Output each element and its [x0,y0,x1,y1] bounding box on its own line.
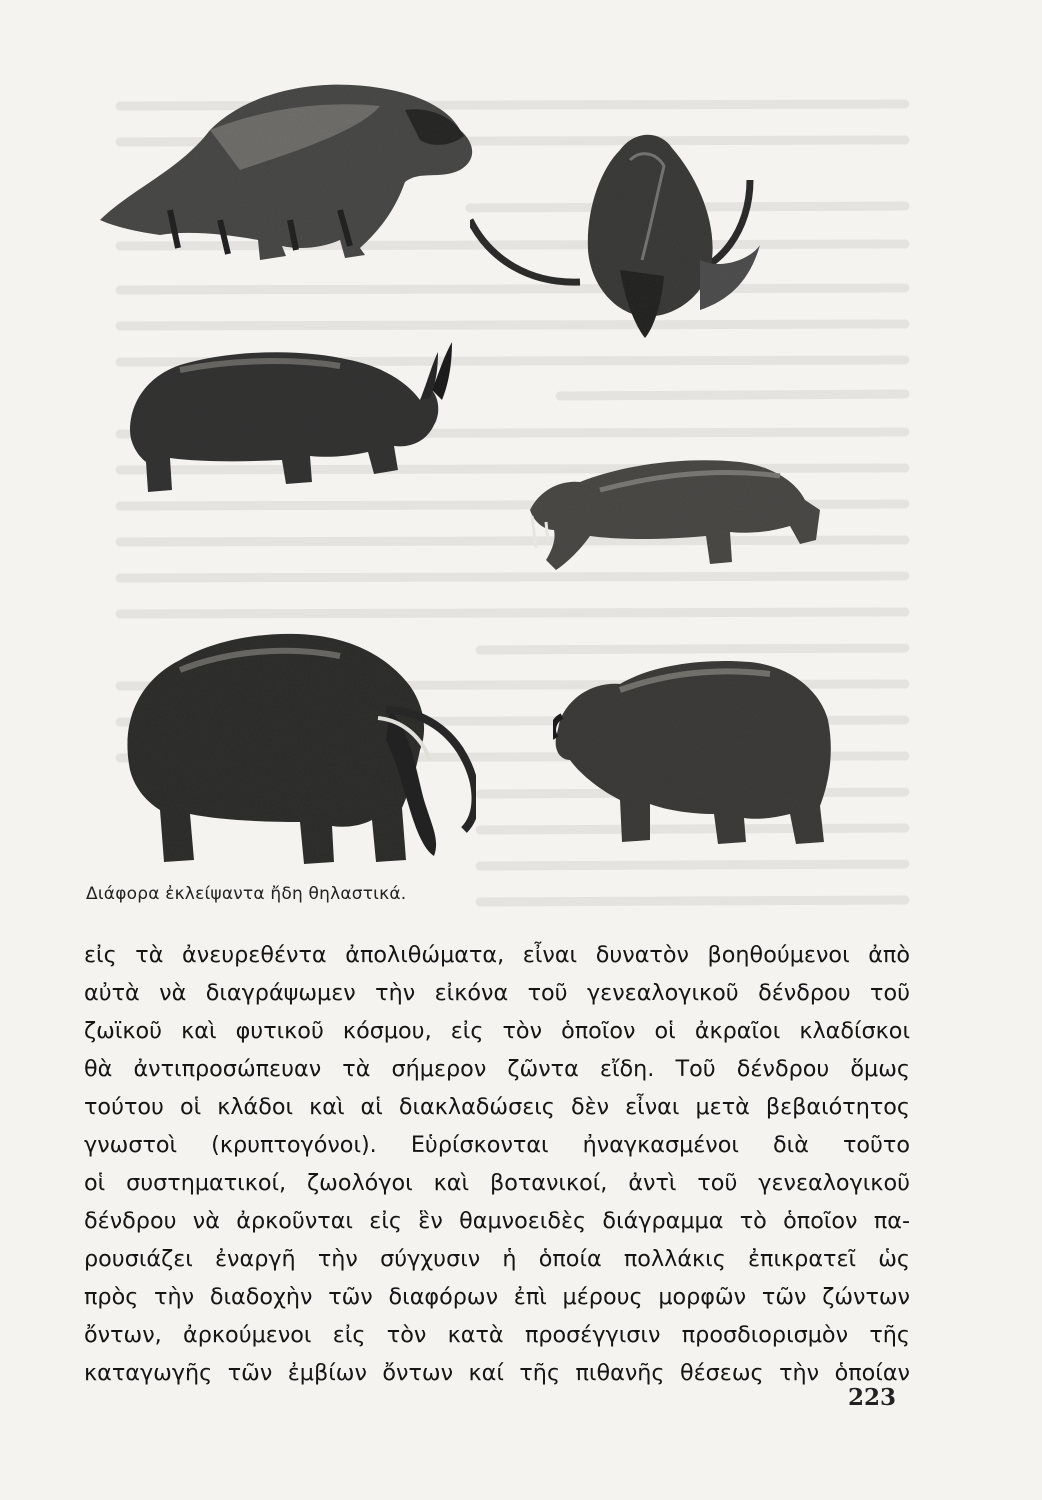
page-number: 223 [848,1384,897,1411]
text-line: ὄντων, ἀρκούμενοι εἰς τὸν κατὰ προσέγγισιν προσδιορισμὸν τῆς [84,1322,910,1348]
text-line: αὐτὰ νὰ διαγράψωμεν τὴν εἰκόνα τοῦ γενεαλογικοῦ δένδρου τοῦ [84,980,910,1006]
text-line: γνωστοὶ (κρυπτογόνοι). Εὑρίσκονται ἠναγκασμένοι διὰ τοῦτο [84,1132,910,1158]
long-horned-bison-drawing [470,135,760,338]
text-line: τούτου οἱ κλάδοι καὶ αἱ διακλαδώσεις δὲν εἶναι μετὰ βεβαιότητος [84,1094,910,1120]
woolly-rhinoceros-drawing [130,342,452,492]
body-paragraph [84,936,910,1392]
text-line: εἰς τὰ ἀνευρεθέντα ἀπολιθώματα, εἶναι δυνατὸν βοηθούμενοι ἀπὸ [84,942,910,968]
woolly-mammoth-drawing [127,634,475,864]
text-line: πρὸς τὴν διαδοχὴν τῶν διαφόρων ἐπὶ μέρους μορφῶν τῶν ζώντων [84,1284,910,1310]
sabre-toothed-cat-drawing [530,460,820,570]
text-line: ρουσιάζει ἐναργῆ τὴν σύγχυσιν ἡ ὁποία πολλάκις ἐπικρατεῖ ὡς [84,1246,910,1272]
figure-caption: Διάφορα ἐκλείψαντα ἤδη θηλαστικά. [86,884,407,904]
text-line: ζωϊκοῦ καὶ φυτικοῦ κόσμου, εἰς τὸν ὁποῖον οἱ ἀκραῖοι κλαδίσκοι [84,1018,910,1044]
ground-sloth-drawing [100,85,472,260]
text-line: θὰ ἀντιπροσώπευαν τὰ σήμερον ζῶντα εἴδη. Τοῦ δένδρου ὅμως [84,1056,910,1082]
cave-bear-drawing [553,661,831,844]
text-line: οἱ συστηματικοί, ζωολόγοι καὶ βοτανικοί, ἀντὶ τοῦ γενεαλογικοῦ [84,1170,910,1196]
extinct-mammals-illustration [60,70,960,890]
text-line: δένδρου νὰ ἀρκοῦνται εἰς ἓν θαμνοειδὲς διάγραμμα τὸ ὁποῖον πα- [84,1208,910,1234]
text-line: καταγωγῆς τῶν ἐμβίων ὄντων καί τῆς πιθανῆς θέσεως τὴν ὁποίαν [84,1360,910,1386]
